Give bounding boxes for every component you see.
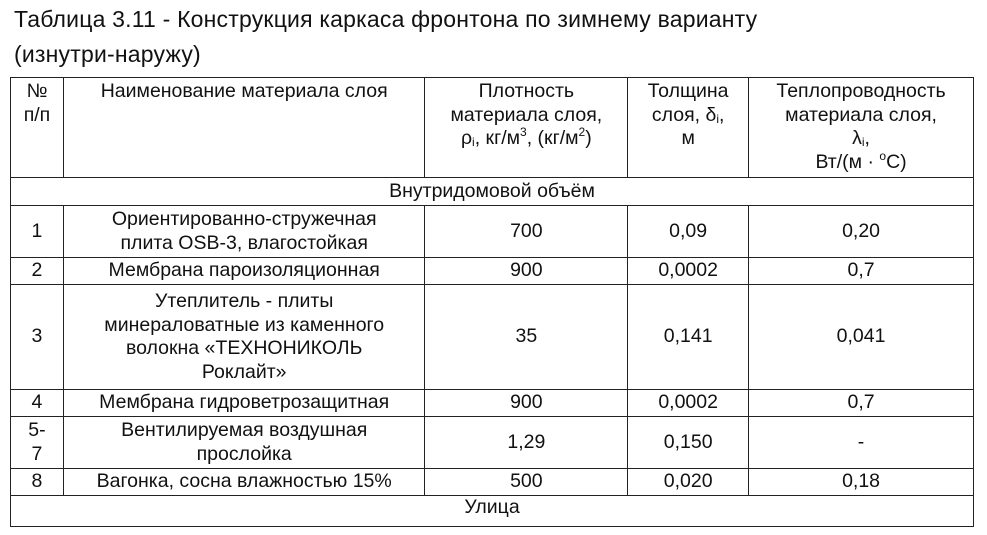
cell-name: Мембрана пароизоляционная [63, 258, 425, 285]
cell-num: 5- 7 [11, 417, 64, 469]
cell-num: 1 [11, 206, 64, 258]
cell-name: Мембрана гидроветрозащитная [63, 390, 425, 417]
table-row [11, 206, 974, 258]
cell-density: 900 [425, 390, 628, 417]
header-conductivity: Теплопроводность материала слоя, $\lambda_i$, Вт/(м · $^о$С) [749, 78, 974, 178]
table-row [11, 285, 974, 390]
caption-line-1: Таблица 3.11 - Конструкция каркаса фронтона по зимнему варианту [14, 6, 758, 32]
table-body [11, 206, 974, 496]
cell-num: 8 [11, 469, 64, 496]
cell-thickness: 0,0002 [628, 390, 749, 417]
cell-name: Вагонка, сосна влажностью 15% [63, 469, 425, 496]
cell-name: Вентилируемая воздушная прослойка [63, 417, 425, 469]
table-row [11, 469, 974, 496]
section-row-inside [11, 178, 974, 206]
layers-table [10, 77, 974, 527]
cell-density: 700 [425, 206, 628, 258]
cell-density: 35 [425, 285, 628, 390]
cell-thickness: 0,141 [628, 285, 749, 390]
cell-num: 2 [11, 258, 64, 285]
table-caption [14, 2, 984, 72]
cell-conductivity: 0,041 [749, 285, 974, 390]
section-inside-label: Внутридомовой объём [11, 178, 974, 206]
table-row [11, 417, 974, 469]
table-row [11, 390, 974, 417]
cell-density: 500 [425, 469, 628, 496]
cell-thickness: 0,150 [628, 417, 749, 469]
header-thickness: Толщина слоя, $\delta_i$, м [628, 78, 749, 178]
caption-line-2: (изнутри-наружу) [14, 41, 201, 67]
cell-conductivity: 0,7 [749, 390, 974, 417]
header-material-name: Наименование материала слоя [63, 78, 425, 178]
cell-conductivity: 0,7 [749, 258, 974, 285]
cell-conductivity: 0,18 [749, 469, 974, 496]
table-header-row [11, 78, 974, 178]
cell-density: 1,29 [425, 417, 628, 469]
cell-density: 900 [425, 258, 628, 285]
table-row [11, 258, 974, 285]
section-row-outside [11, 496, 974, 527]
cell-num: 4 [11, 390, 64, 417]
header-density: Плотность материала слоя, $\rho_i$, $кг/м^3$, $(кг/м^2)$ [425, 78, 628, 178]
section-outside-label: Улица [11, 496, 974, 527]
header-number: № п/п [11, 78, 64, 178]
cell-conductivity: 0,20 [749, 206, 974, 258]
cell-num: 3 [11, 285, 64, 390]
cell-thickness: 0,020 [628, 469, 749, 496]
cell-conductivity: - [749, 417, 974, 469]
cell-name: Ориентированно-стружечная плита OSB-3, влагостойкая [63, 206, 425, 258]
cell-thickness: 0,09 [628, 206, 749, 258]
cell-thickness: 0,0002 [628, 258, 749, 285]
cell-name: Утеплитель - плиты минераловатные из каменного волокна «ТЕХНОНИКОЛЬ Роклайт» [63, 285, 425, 390]
